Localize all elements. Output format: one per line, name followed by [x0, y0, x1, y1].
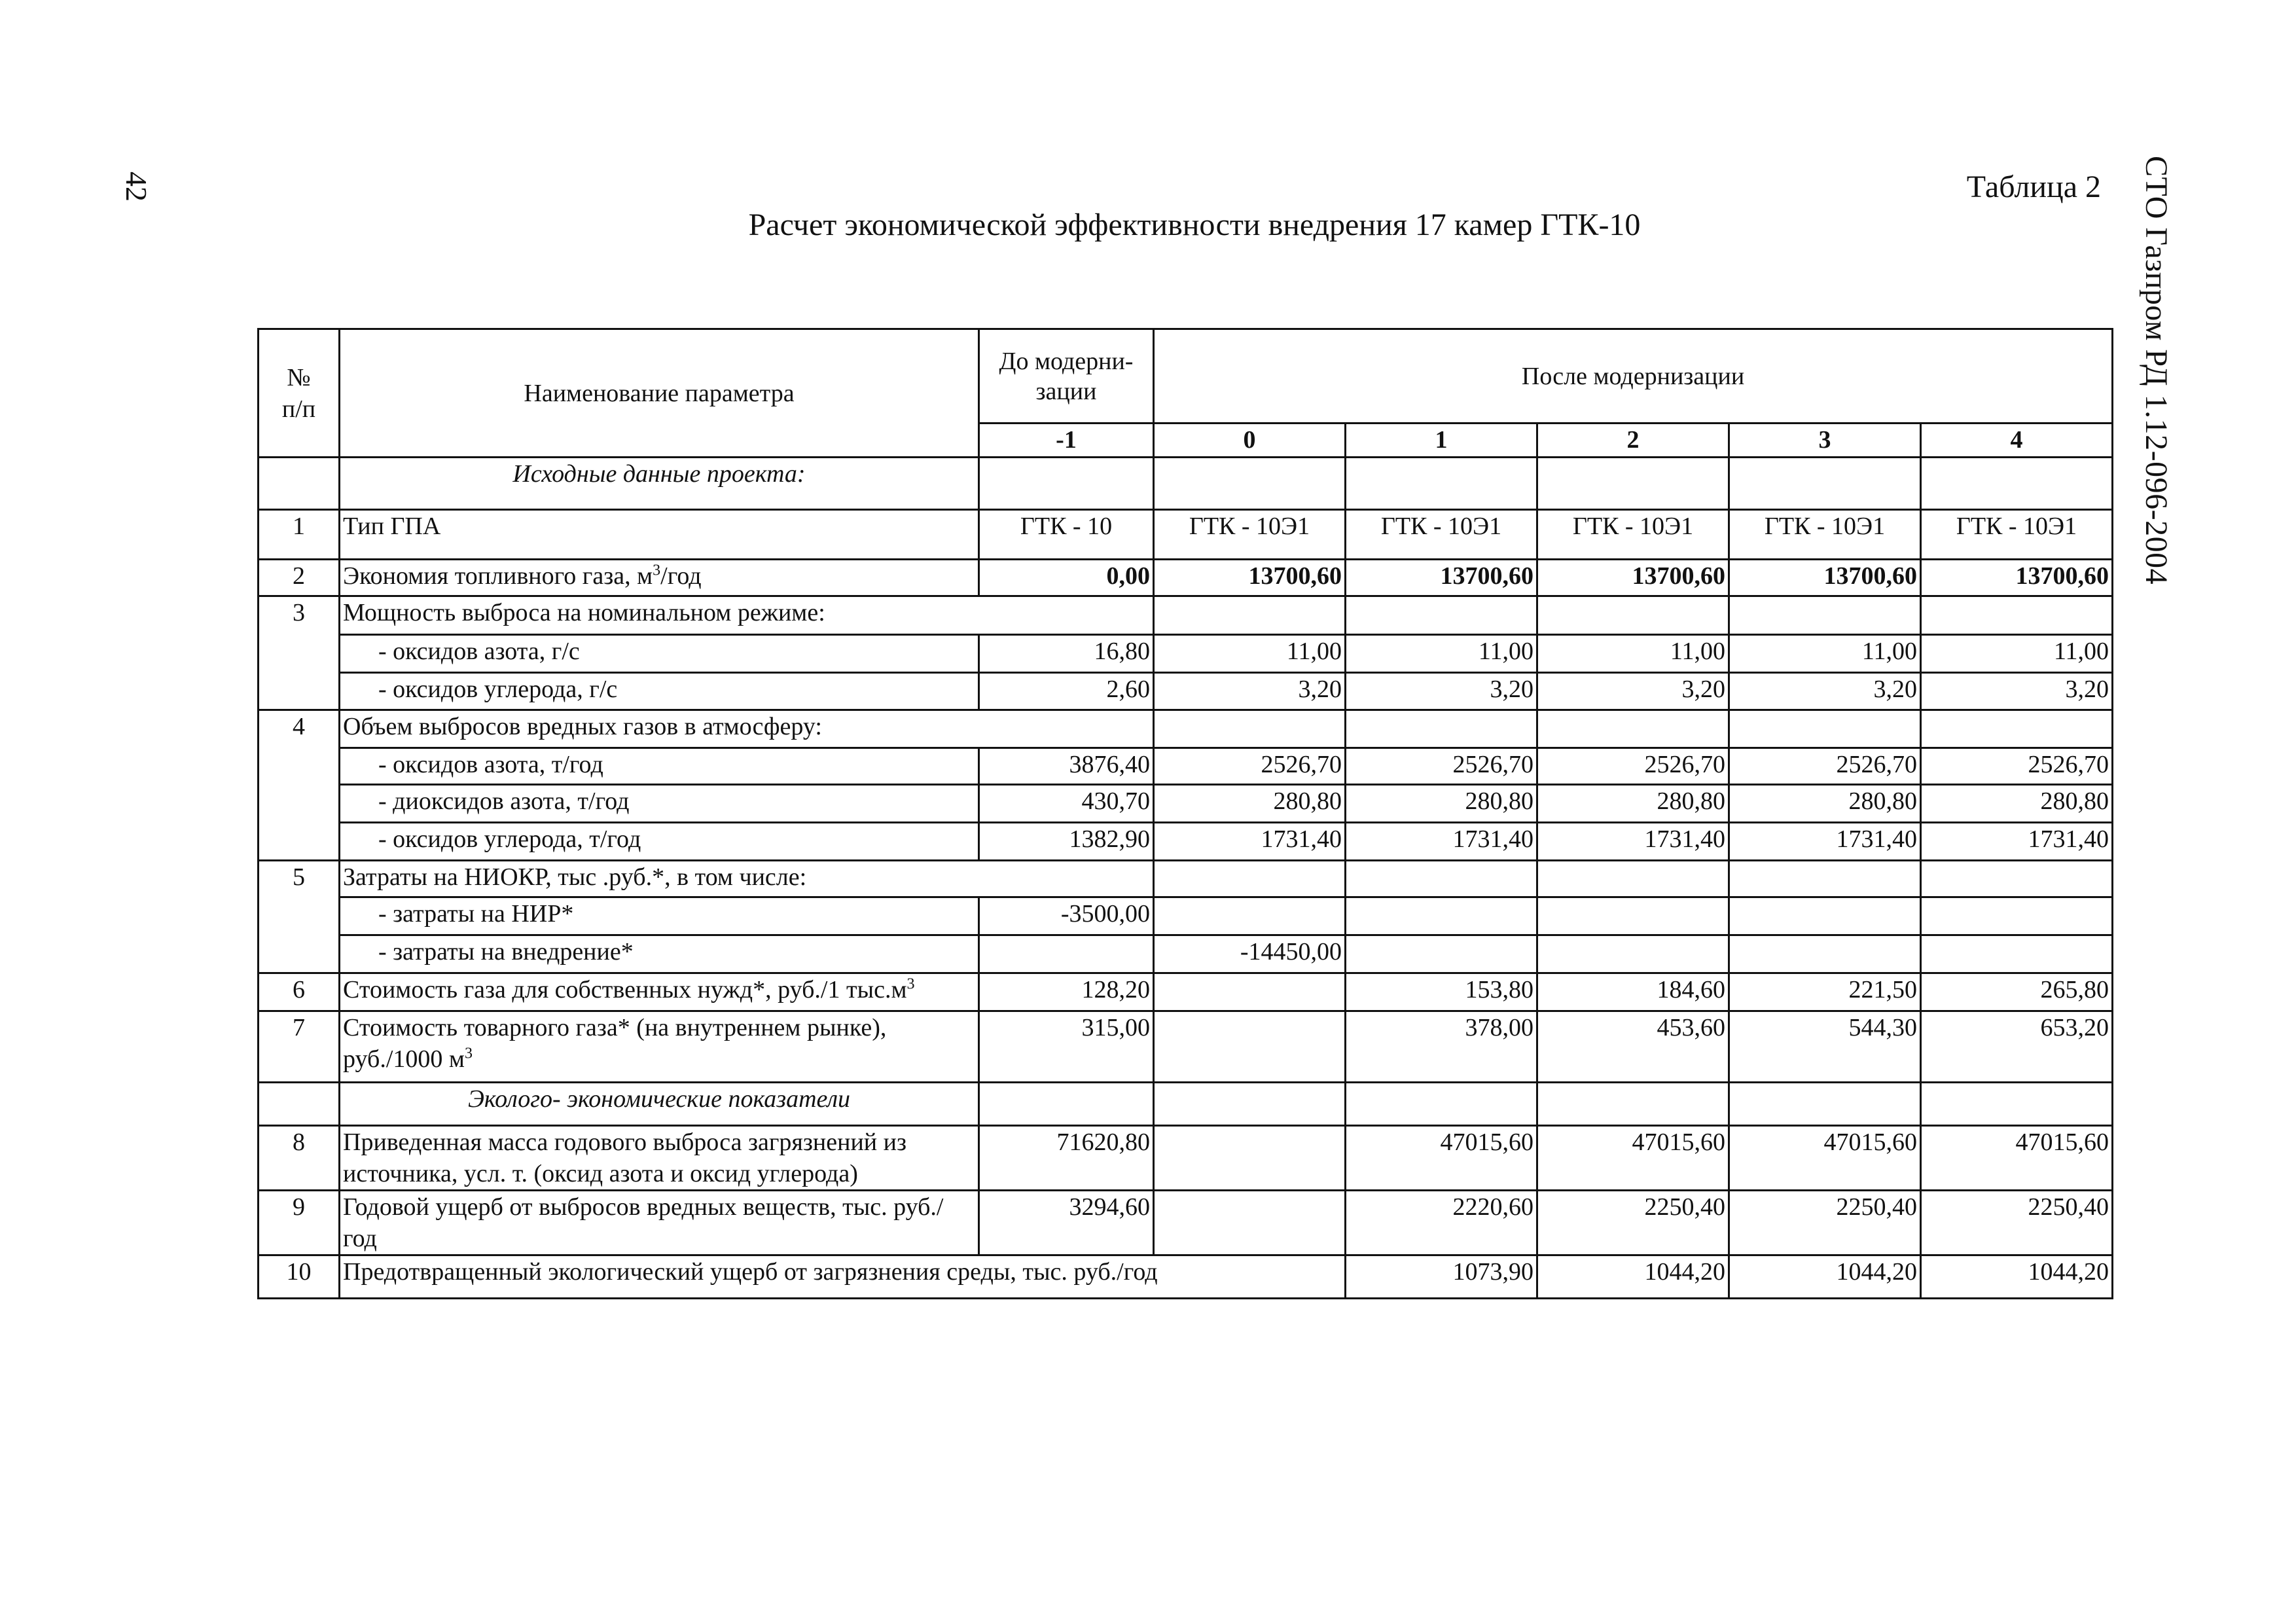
- cell: ГТК - 10Э1: [1154, 510, 1346, 560]
- cell: 280,80: [1537, 785, 1729, 823]
- cell: 1731,40: [1921, 823, 2113, 861]
- year-col: 1: [1346, 424, 1537, 458]
- cell: 3,20: [1729, 673, 1921, 710]
- cell: 2526,70: [1729, 748, 1921, 785]
- row-name: [340, 1011, 979, 1083]
- cell: 2250,40: [1921, 1191, 2113, 1255]
- cell: 2526,70: [1346, 748, 1537, 785]
- cell: 1382,90: [979, 823, 1154, 861]
- table-row: [259, 897, 2113, 935]
- row-name: Затраты на НИОКР, тыс .руб.*, в том числе:: [340, 861, 1154, 897]
- section-row: [259, 458, 2113, 510]
- cell: ГТК - 10Э1: [1729, 510, 1921, 560]
- row-name: - затраты на НИР*: [340, 897, 979, 935]
- cell: 1073,90: [1346, 1255, 1537, 1299]
- cell: 11,00: [1537, 635, 1729, 673]
- row-num: 7: [259, 1011, 340, 1083]
- table-row: [259, 748, 2113, 785]
- table-row: [259, 823, 2113, 861]
- row-name: [340, 973, 979, 1011]
- table-row: [259, 1255, 2113, 1299]
- table-row: [259, 861, 2113, 897]
- cell: 3,20: [1537, 673, 1729, 710]
- cell: 1044,20: [1921, 1255, 2113, 1299]
- cell: 378,00: [1346, 1011, 1537, 1083]
- cell: 430,70: [979, 785, 1154, 823]
- row-name: - оксидов азота, г/с: [340, 635, 979, 673]
- header-num-line1: №: [287, 363, 311, 391]
- cell: 13700,60: [1729, 560, 1921, 596]
- page-number: 42: [120, 171, 153, 202]
- cell: 2,60: [979, 673, 1154, 710]
- cell: ГТК - 10Э1: [1346, 510, 1537, 560]
- row-num: 2: [259, 560, 340, 596]
- year-col: 3: [1729, 424, 1921, 458]
- cell: 11,00: [1921, 635, 2113, 673]
- row-name: - оксидов углерода, г/с: [340, 673, 979, 710]
- row-name-text: Стоимость товарного газа* (на внутреннем рынке), руб./1000 м: [343, 1014, 887, 1073]
- row-num: 6: [259, 973, 340, 1011]
- row-num: 4: [259, 710, 340, 748]
- cell: 0,00: [979, 560, 1154, 596]
- cell: 1731,40: [1154, 823, 1346, 861]
- cell: 47015,60: [1921, 1126, 2113, 1191]
- superscript: 3: [906, 975, 915, 993]
- cell: 453,60: [1537, 1011, 1729, 1083]
- cell: -3500,00: [979, 897, 1154, 935]
- header-after: После модернизации: [1154, 329, 2113, 424]
- year-col: 0: [1154, 424, 1346, 458]
- superscript: 3: [464, 1045, 473, 1062]
- cell: 1731,40: [1537, 823, 1729, 861]
- cell: 2526,70: [1537, 748, 1729, 785]
- section-eco: Эколого- экономические показатели: [340, 1083, 979, 1126]
- table-row: [259, 935, 2113, 973]
- year-col: 4: [1921, 424, 2113, 458]
- year-col: 2: [1537, 424, 1729, 458]
- cell: 315,00: [979, 1011, 1154, 1083]
- table-row: [259, 1011, 2113, 1083]
- row-name-text: Стоимость газа для собственных нужд*, руб./1 тыс.м: [343, 976, 907, 1003]
- table-row: [259, 785, 2113, 823]
- row-num: 8: [259, 1126, 340, 1191]
- table-label: Таблица 2: [1966, 170, 2101, 204]
- table-row: [259, 1191, 2113, 1255]
- row-num: 9: [259, 1191, 340, 1255]
- header-num-line2: п/п: [281, 395, 316, 423]
- row-num: 5: [259, 861, 340, 897]
- cell: 544,30: [1729, 1011, 1921, 1083]
- cell: 13700,60: [1921, 560, 2113, 596]
- row-name: Годовой ущерб от выбросов вредных веществ, тыс. руб./год: [340, 1191, 979, 1255]
- row-name: Объем выбросов вредных газов в атмосферу:: [340, 710, 1154, 748]
- cell: ГТК - 10: [979, 510, 1154, 560]
- cell: 2250,40: [1537, 1191, 1729, 1255]
- cell: 221,50: [1729, 973, 1921, 1011]
- row-name: - затраты на внедрение*: [340, 935, 979, 973]
- table-row: [259, 973, 2113, 1011]
- table-title: Расчет экономической эффективности внедрения 17 камер ГТК-10: [748, 208, 1641, 242]
- cell: 13700,60: [1346, 560, 1537, 596]
- document-code: СТО Газпром РД 1.12-096-2004: [2139, 156, 2174, 585]
- cell: 2526,70: [1154, 748, 1346, 785]
- row-name-tail: /год: [660, 562, 702, 590]
- cell: 280,80: [1154, 785, 1346, 823]
- cell: 1731,40: [1346, 823, 1537, 861]
- cell: 13700,60: [1154, 560, 1346, 596]
- cell: 47015,60: [1346, 1126, 1537, 1191]
- cell: 1731,40: [1729, 823, 1921, 861]
- cell: 2526,70: [1921, 748, 2113, 785]
- table-row: [259, 635, 2113, 673]
- section-initial: Исходные данные проекта:: [340, 458, 979, 510]
- row-name: - диоксидов азота, т/год: [340, 785, 979, 823]
- cell: 1044,20: [1537, 1255, 1729, 1299]
- row-name: - оксидов азота, т/год: [340, 748, 979, 785]
- cell: 2250,40: [1729, 1191, 1921, 1255]
- row-name-text: Экономия топливного газа, м: [343, 562, 653, 590]
- row-num: 3: [259, 596, 340, 635]
- cell: 47015,60: [1537, 1126, 1729, 1191]
- row-num: 10: [259, 1255, 340, 1299]
- row-name: Предотвращенный экологический ущерб от загрязнения среды, тыс. руб./год: [340, 1255, 1346, 1299]
- table-row: [259, 710, 2113, 748]
- cell: 1044,20: [1729, 1255, 1921, 1299]
- header-num: [259, 329, 340, 458]
- cell: 265,80: [1921, 973, 2113, 1011]
- cell: 47015,60: [1729, 1126, 1921, 1191]
- cell: 128,20: [979, 973, 1154, 1011]
- cell: 653,20: [1921, 1011, 2113, 1083]
- cell: 71620,80: [979, 1126, 1154, 1191]
- cell: 153,80: [1346, 973, 1537, 1011]
- table-row: [259, 510, 2113, 560]
- cell: 3,20: [1921, 673, 2113, 710]
- row-name: Тип ГПА: [340, 510, 979, 560]
- row-num: 1: [259, 510, 340, 560]
- header-row: [259, 329, 2113, 424]
- row-name: Приведенная масса годового выброса загрязнений из источника, усл. т. (оксид азота и оксид углерода): [340, 1126, 979, 1191]
- row-name: Мощность выброса на номинальном режиме:: [340, 596, 1154, 635]
- cell: 280,80: [1729, 785, 1921, 823]
- table-row: [259, 673, 2113, 710]
- cell: 280,80: [1921, 785, 2113, 823]
- header-before: До модерни-зации: [979, 329, 1154, 424]
- cell: 11,00: [1729, 635, 1921, 673]
- year-col: -1: [979, 424, 1154, 458]
- cell: 16,80: [979, 635, 1154, 673]
- cell: ГТК - 10Э1: [1537, 510, 1729, 560]
- cell: 2220,60: [1346, 1191, 1537, 1255]
- cell: 3,20: [1154, 673, 1346, 710]
- cell: 11,00: [1346, 635, 1537, 673]
- row-name: - оксидов углерода, т/год: [340, 823, 979, 861]
- superscript: 3: [653, 562, 661, 579]
- section-row: [259, 1083, 2113, 1126]
- cell: ГТК - 10Э1: [1921, 510, 2113, 560]
- cell: 3,20: [1346, 673, 1537, 710]
- cell: -14450,00: [1154, 935, 1346, 973]
- cell: 3294,60: [979, 1191, 1154, 1255]
- cell: 11,00: [1154, 635, 1346, 673]
- row-name: [340, 560, 979, 596]
- table-row: [259, 1126, 2113, 1191]
- table-row: [259, 596, 2113, 635]
- cell: 13700,60: [1537, 560, 1729, 596]
- header-param-name: Наименование параметра: [340, 329, 979, 458]
- table-row: [259, 560, 2113, 596]
- economic-efficiency-table: [257, 328, 2113, 1299]
- cell: 280,80: [1346, 785, 1537, 823]
- cell: 184,60: [1537, 973, 1729, 1011]
- cell: 3876,40: [979, 748, 1154, 785]
